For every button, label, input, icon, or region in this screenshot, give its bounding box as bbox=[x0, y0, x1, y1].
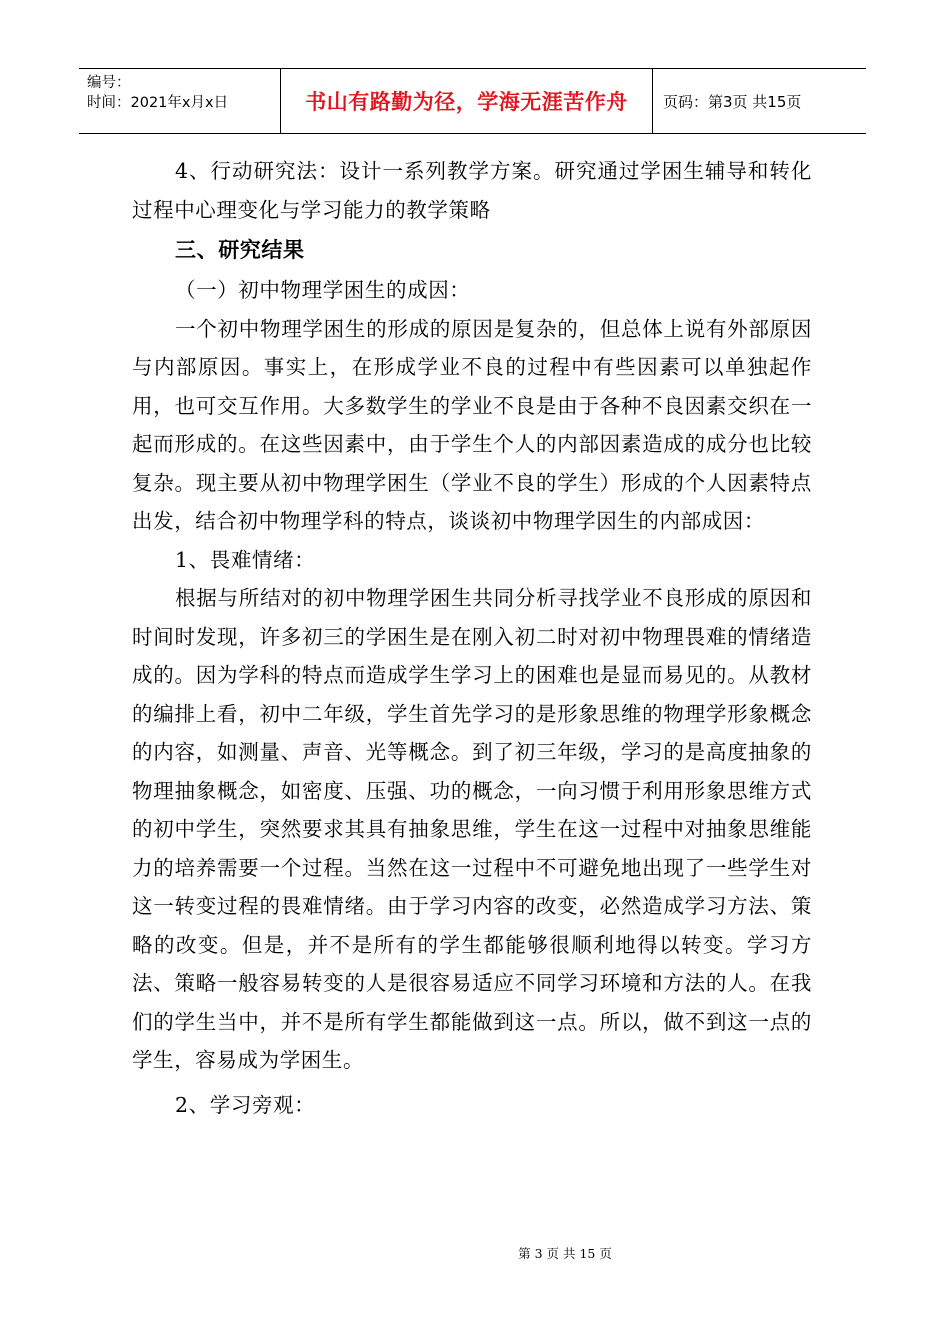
header-meta bbox=[79, 69, 281, 133]
header-motto: 书山有路勤为径，学海无涯苦作舟 bbox=[281, 69, 653, 133]
section-title: 三、研究结果 bbox=[175, 238, 305, 262]
document-header bbox=[79, 68, 866, 134]
date-label: 时间：2021年x月x日 bbox=[87, 95, 229, 111]
paragraph-method: 4、行动研究法：设计一系列教学方案。研究通过学困生辅导和转化过程中心理变化与学习能力的教学策略 bbox=[132, 159, 812, 222]
document-body bbox=[132, 152, 812, 1124]
header-page-info: 页码：第3页 共15页 bbox=[663, 92, 802, 111]
page-footer: 第 3 页 共 15 页 bbox=[518, 1246, 612, 1261]
item-heading-2: 2、学习旁观： bbox=[175, 1092, 316, 1117]
item-heading-1: 1、畏难情绪： bbox=[175, 547, 316, 572]
number-label: 编号： bbox=[87, 75, 131, 91]
paragraph-causes: 一个初中物理学困生的形成的原因是复杂的，但总体上说有外部原因与内部原因。事实上，在形成学业不良的过程中有些因素可以单独起作用，也可交互作用。大多数学生的学业不良是由于各种不良因素交织在一起而形成的。在这些因素中，由于学生个人的内部因素造成的成分也比较复杂。现主要从初中物理学困生（学业不良的学生）形成的个人因素特点出发，结合初中物理学科的特点，谈谈初中物理学因生的内部成因： bbox=[132, 316, 812, 533]
subsection-heading: （一）初中物理学困生的成因： bbox=[175, 278, 471, 302]
paragraph-fear: 根据与所结对的初中物理学困生共同分析寻找学业不良形成的原因和时间时发现，许多初三的学困生是在刚入初二时对初中物理畏难的情绪造成的。因为学科的特点而造成学生学习上的困难也是显而易见的。从教材的编排上看，初中二年级，学生首先学习的是形象思维的物理学形象概念的内容，如测量、声音、光等概念。到了初三年级，学习的是高度抽象的物理抽象概念，如密度、压强、功的概念，一向习惯于利用形象思维方式的初中学生，突然要求其具有抽象思维，学生在这一过程中对抽象思维能力的培养需要一个过程。当然在这一过程中不可避免地出现了一些学生对这一转变过程的畏难情绪。由于学习内容的改变，必然造成学习方法、策略的改变。但是，并不是所有的学生都能够很顺利地得以转变。学习方法、策略一般容易转变的人是很容易适应不同学习环境和方法的人。在我们的学生当中，并不是所有学生都能做到这一点。所以，做不到这一点的学生，容易成为学困生。 bbox=[132, 586, 812, 1072]
